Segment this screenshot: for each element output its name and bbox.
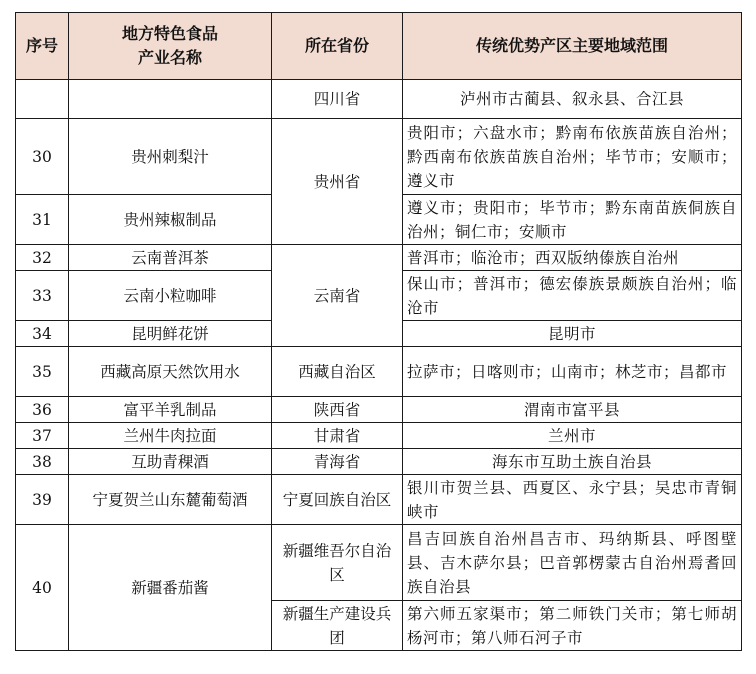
row-index: 33 <box>16 271 69 321</box>
row-province: 青海省 <box>272 449 403 475</box>
table-row <box>16 245 742 271</box>
row-region: 兰州市 <box>403 423 742 449</box>
row-index: 35 <box>16 347 69 397</box>
row-industry-name: 新疆番茄酱 <box>69 525 272 651</box>
row-industry-name: 贵州辣椒制品 <box>69 195 272 245</box>
row-index: 34 <box>16 321 69 347</box>
row-province: 新疆生产建设兵团 <box>272 601 403 651</box>
row-index: 38 <box>16 449 69 475</box>
header-index: 序号 <box>16 13 69 80</box>
table-row <box>16 347 742 397</box>
row-index: 39 <box>16 475 69 525</box>
food-industry-table <box>15 12 742 651</box>
row-index: 32 <box>16 245 69 271</box>
row-region: 遵义市；贵阳市；毕节市；黔东南苗族侗族自治州；铜仁市；安顺市 <box>403 195 742 245</box>
row-industry-name: 云南普洱茶 <box>69 245 272 271</box>
table-row <box>16 423 742 449</box>
row-region: 贵阳市；六盘水市；黔南布依族苗族自治州；黔西南布依族苗族自治州；毕节市；安顺市；遵义市 <box>403 119 742 195</box>
row-index: 30 <box>16 119 69 195</box>
row-index: 37 <box>16 423 69 449</box>
row-industry-name: 云南小粒咖啡 <box>69 271 272 321</box>
row-industry-name <box>69 80 272 119</box>
row-index: 40 <box>16 525 69 651</box>
row-region: 泸州市古蔺县、叙永县、合江县 <box>403 80 742 119</box>
row-region: 保山市；普洱市；德宏傣族景颇族自治州；临沧市 <box>403 271 742 321</box>
row-industry-name: 富平羊乳制品 <box>69 397 272 423</box>
row-region: 普洱市；临沧市；西双版纳傣族自治州 <box>403 245 742 271</box>
row-province: 宁夏回族自治区 <box>272 475 403 525</box>
row-province: 陕西省 <box>272 397 403 423</box>
table-row <box>16 397 742 423</box>
header-region: 传统优势产区主要地域范围 <box>403 13 742 80</box>
row-province: 贵州省 <box>272 119 403 245</box>
table-row <box>16 80 742 119</box>
row-industry-name: 互助青稞酒 <box>69 449 272 475</box>
table-row <box>16 449 742 475</box>
row-industry-name: 贵州刺梨汁 <box>69 119 272 195</box>
food-industry-table-container <box>15 12 742 651</box>
table-row <box>16 119 742 195</box>
row-region: 昌吉回族自治州昌吉市、玛纳斯县、呼图壁县、吉木萨尔县；巴音郭楞蒙古自治州焉耆回族自治县 <box>403 525 742 601</box>
row-province: 四川省 <box>272 80 403 119</box>
header-industry-name-line2: 产业名称 <box>137 48 202 67</box>
row-province: 新疆维吾尔自治区 <box>272 525 403 601</box>
row-region: 渭南市富平县 <box>403 397 742 423</box>
row-region: 拉萨市；日喀则市；山南市；林芝市；昌都市 <box>403 347 742 397</box>
header-industry-name <box>69 13 272 80</box>
row-index: 36 <box>16 397 69 423</box>
header-province: 所在省份 <box>272 13 403 80</box>
row-industry-name: 兰州牛肉拉面 <box>69 423 272 449</box>
row-province: 西藏自治区 <box>272 347 403 397</box>
table-row <box>16 475 742 525</box>
row-region: 第六师五家渠市；第二师铁门关市；第七师胡杨河市；第八师石河子市 <box>403 601 742 651</box>
row-region: 海东市互助土族自治县 <box>403 449 742 475</box>
row-region: 银川市贺兰县、西夏区、永宁县；吴忠市青铜峡市 <box>403 475 742 525</box>
row-province: 甘肃省 <box>272 423 403 449</box>
header-industry-name-line1: 地方特色食品 <box>121 24 218 43</box>
row-province: 云南省 <box>272 245 403 347</box>
row-index: 31 <box>16 195 69 245</box>
table-header-row <box>16 13 742 80</box>
row-industry-name: 宁夏贺兰山东麓葡萄酒 <box>69 475 272 525</box>
row-industry-name: 昆明鲜花饼 <box>69 321 272 347</box>
table-row <box>16 525 742 601</box>
row-index <box>16 80 69 119</box>
row-region: 昆明市 <box>403 321 742 347</box>
row-industry-name: 西藏高原天然饮用水 <box>69 347 272 397</box>
